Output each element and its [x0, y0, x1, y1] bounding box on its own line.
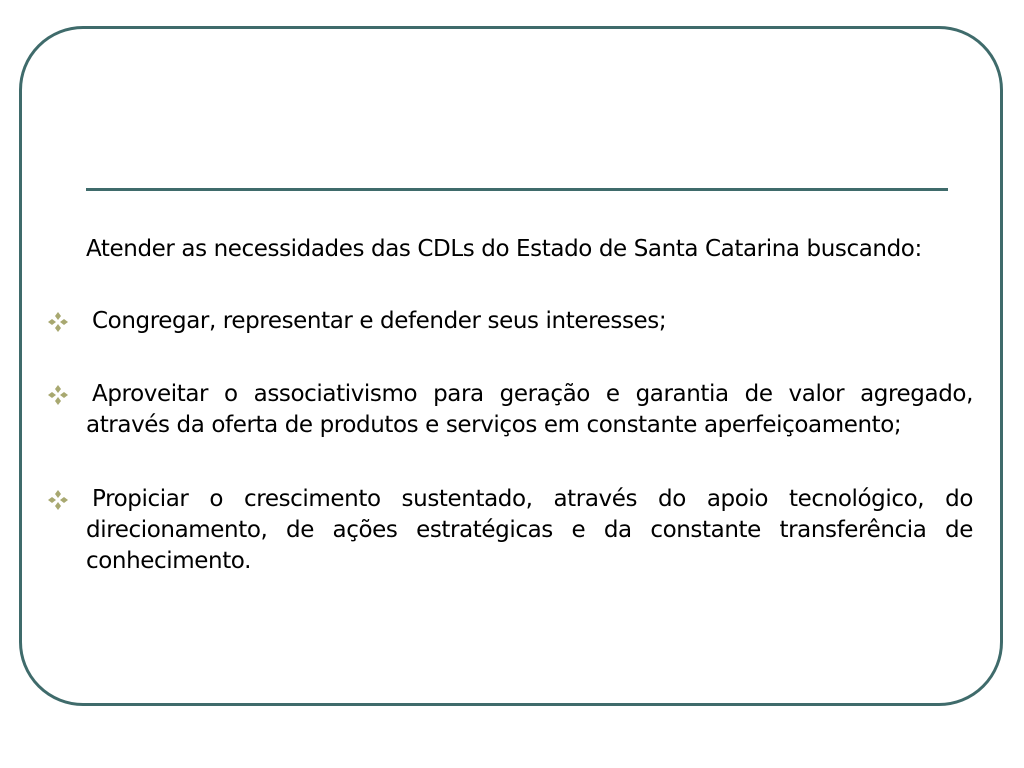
- four-diamond-bullet-icon: [46, 488, 70, 512]
- bullet-item: [86, 484, 973, 577]
- four-diamond-bullet-icon: [46, 383, 70, 407]
- title-divider: [86, 188, 948, 191]
- bullet-item: [86, 306, 973, 337]
- intro-paragraph: Atender as necessidades das CDLs do Estado de Santa Catarina buscando:: [86, 236, 922, 262]
- bullet-text: Propiciar o crescimento sustentado, através do apoio tecnológico, do direcionamento, de ações estratégicas e da constante transferência de conhecimento.: [86, 486, 973, 574]
- bullet-item: [86, 379, 973, 441]
- bullet-text: Aproveitar o associativismo para geração e garantia de valor agregado, através da oferta de produtos e serviços em constante aperfeiçoamento;: [86, 381, 973, 438]
- slide-body: [86, 234, 973, 618]
- four-diamond-bullet-icon: [46, 310, 70, 334]
- bullet-text: Congregar, representar e defender seus interesses;: [92, 308, 667, 334]
